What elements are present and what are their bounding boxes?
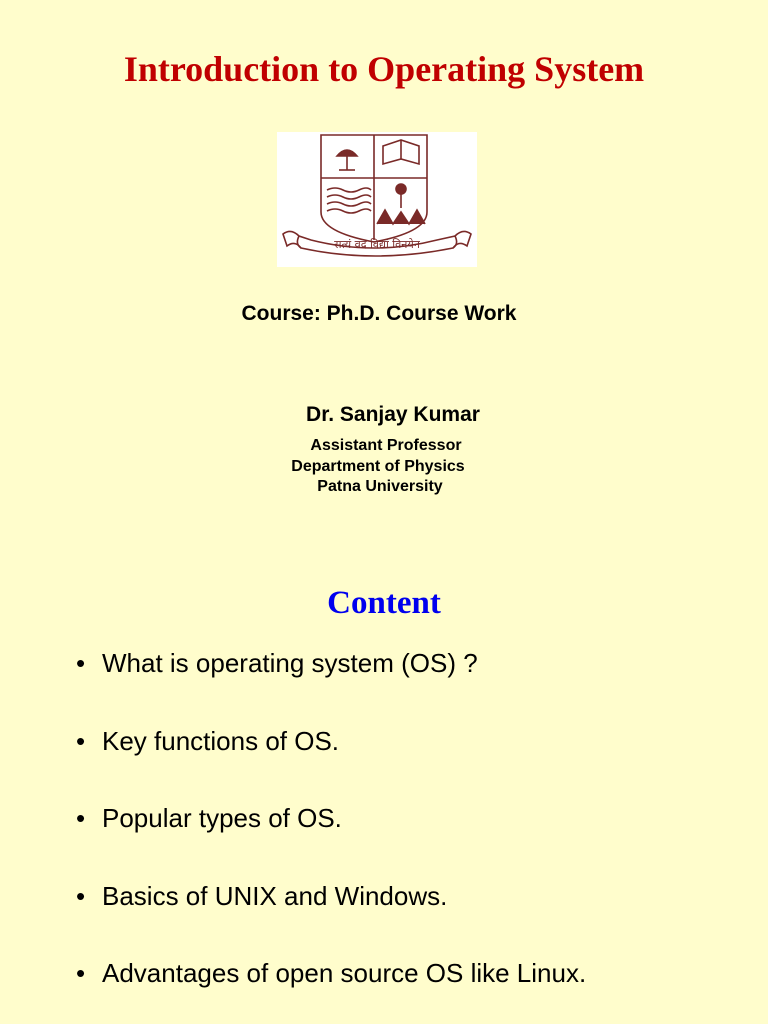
bullet-icon: •: [76, 803, 86, 833]
list-item-text: What is operating system (OS) ?: [102, 648, 478, 678]
author-university: Patna University: [317, 478, 443, 495]
list-item-text: Basics of UNIX and Windows.: [102, 881, 448, 911]
list-item: [76, 958, 586, 988]
list-item: [76, 881, 447, 911]
university-crest-logo: [277, 132, 477, 267]
list-item-text: Advantages of open source OS like Linux.: [102, 958, 587, 988]
list-item: [76, 648, 478, 678]
bullet-icon: •: [76, 726, 86, 756]
list-item-text: Key functions of OS.: [102, 726, 340, 756]
bullet-icon: •: [76, 958, 86, 988]
content-heading: Content: [327, 585, 441, 621]
crest-motto: सत्यं वद विद्यां विनयेन: [334, 238, 420, 251]
slide-title: Introduction to Operating System: [123, 49, 645, 89]
bullet-icon: •: [76, 648, 86, 678]
list-item-text: Popular types of OS.: [102, 803, 342, 833]
university-crest-icon: [277, 132, 477, 267]
author-name: Dr. Sanjay Kumar: [306, 403, 480, 426]
author-department: Department of Physics: [291, 458, 465, 475]
author-position: Assistant Professor: [310, 437, 462, 454]
list-item: [76, 803, 342, 833]
course-label: Course: Ph.D. Course Work: [241, 302, 517, 325]
list-item: [76, 726, 339, 756]
bullet-icon: •: [76, 881, 86, 911]
